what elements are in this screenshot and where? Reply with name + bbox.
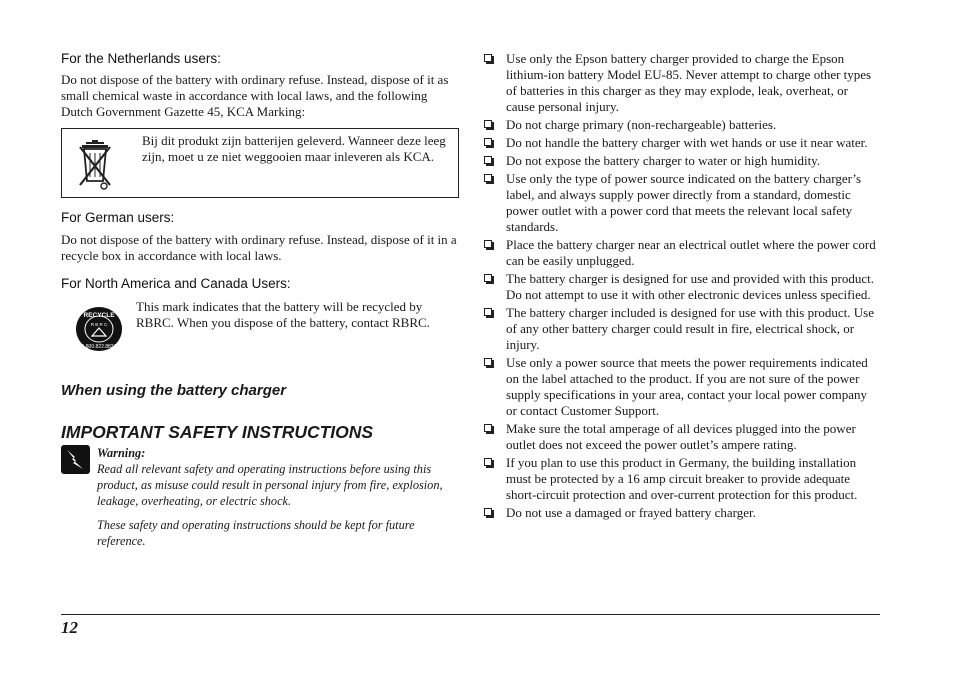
bullet-item [484, 421, 880, 453]
checkbox-bullet-icon [484, 138, 492, 146]
na-body: This mark indicates that the battery will be recycled by RBRC. When you dispose of the battery, contact RBRC. [136, 299, 430, 330]
bullet-text: Use only a power source that meets the power requirements indicated on the label attached to the product. If you are not sure of the power supply specifications in your area, contact your local power company or contact Customer Support. [506, 355, 868, 418]
na-heading: For North America and Canada Users: [61, 276, 291, 291]
checkbox-bullet-icon [484, 358, 492, 366]
de-heading: For German users: [61, 210, 175, 225]
safety-bullet-list [484, 51, 880, 523]
checkbox-bullet-icon [484, 424, 492, 432]
bullet-item [484, 153, 880, 169]
bullet-text: The battery charger is designed for use and provided with this product. Do not attempt to use it with other electronic devices unless specified. [506, 271, 874, 302]
bullet-item [484, 355, 880, 419]
page-number: 12 [61, 618, 78, 637]
bullet-item [484, 135, 880, 151]
bullet-item [484, 271, 880, 303]
nl-heading: For the Netherlands users: [61, 51, 221, 66]
rbrc-seal-icon [75, 306, 123, 352]
svg-text:1.800.822.8837: 1.800.822.8837 [81, 344, 117, 350]
bullet-item [484, 505, 880, 521]
checkbox-bullet-icon [484, 174, 492, 182]
kca-marking-box [61, 128, 459, 198]
warning-icon [61, 445, 90, 474]
checkbox-bullet-icon [484, 508, 492, 516]
crossed-bin-icon [78, 139, 112, 191]
charger-heading: When using the battery charger [61, 382, 287, 399]
kca-box-text: Bij dit produkt zijn batterijen geleverd. Wanneer deze leeg zijn, moet u ze niet weggooien maar inleveren als KCA. [142, 133, 446, 164]
checkbox-bullet-icon [484, 308, 492, 316]
checkbox-bullet-icon [484, 120, 492, 128]
checkbox-bullet-icon [484, 458, 492, 466]
bullet-text: Use only the type of power source indicated on the battery charger’s label, and always supply power directly from a standard, domestic power outlet with a power cord that meets the relevant local safety standards. [506, 171, 862, 234]
bullet-item [484, 117, 880, 133]
bullet-text: Do not expose the battery charger to water or high humidity. [506, 153, 821, 168]
bullet-text: Do not charge primary (non-rechargeable) batteries. [506, 117, 777, 132]
bullet-item [484, 51, 880, 115]
footer-rule [61, 614, 880, 615]
checkbox-bullet-icon [484, 54, 492, 62]
svg-text:R B R C: R B R C [90, 322, 108, 327]
keep-instructions-text: These safety and operating instructions should be kept for future reference. [97, 518, 415, 549]
bullet-text: Use only the Epson battery charger provided to charge the Epson lithium-ion battery Model EU-85. Never attempt to charge other types of batteries in this charger as they may explode, leak, overheat, or cause personal injury. [506, 51, 872, 114]
safety-heading: IMPORTANT SAFETY INSTRUCTIONS [61, 422, 374, 442]
checkbox-bullet-icon [484, 274, 492, 282]
warning-text: Read all relevant safety and operating instructions before using this product, as misuse could result in personal injury from fire, explosion, leakage, overheating, or electric shock. [97, 462, 443, 509]
bullet-text: If you plan to use this product in Germany, the building installation must be protected by a 16 amp circuit breaker to provide adequate short-circuit protection and over-current protection for this product. [506, 455, 858, 502]
bullet-text: Do not use a damaged or frayed battery charger. [506, 505, 756, 520]
svg-text:RECYCLE: RECYCLE [83, 312, 115, 319]
nl-body: Do not dispose of the battery with ordinary refuse. Instead, dispose of it as small chemical waste in accordance with local laws, and the following Dutch Government Gazette 45, KCA Marking: [61, 72, 449, 119]
checkbox-bullet-icon [484, 240, 492, 248]
warning-label: Warning: [97, 446, 146, 460]
de-body: Do not dispose of the battery with ordinary refuse. Instead, dispose of it in a recycle box in accordance with local laws. [61, 232, 457, 263]
bullet-text: Place the battery charger near an electrical outlet where the power cord can be easily unplugged. [506, 237, 876, 268]
checkbox-bullet-icon [484, 156, 492, 164]
bullet-item [484, 171, 880, 235]
bullet-item [484, 305, 880, 353]
bullet-text: The battery charger included is designed for use with this product. Use of any other battery charger could result in fire, electrical shock, or injury. [506, 305, 874, 352]
bullet-text: Make sure the total amperage of all devices plugged into the power outlet does not exceed the power outlet’s ampere rating. [506, 421, 856, 452]
bullet-item [484, 237, 880, 269]
bullet-item [484, 455, 880, 503]
bullet-text: Do not handle the battery charger with wet hands or use it near water. [506, 135, 868, 150]
